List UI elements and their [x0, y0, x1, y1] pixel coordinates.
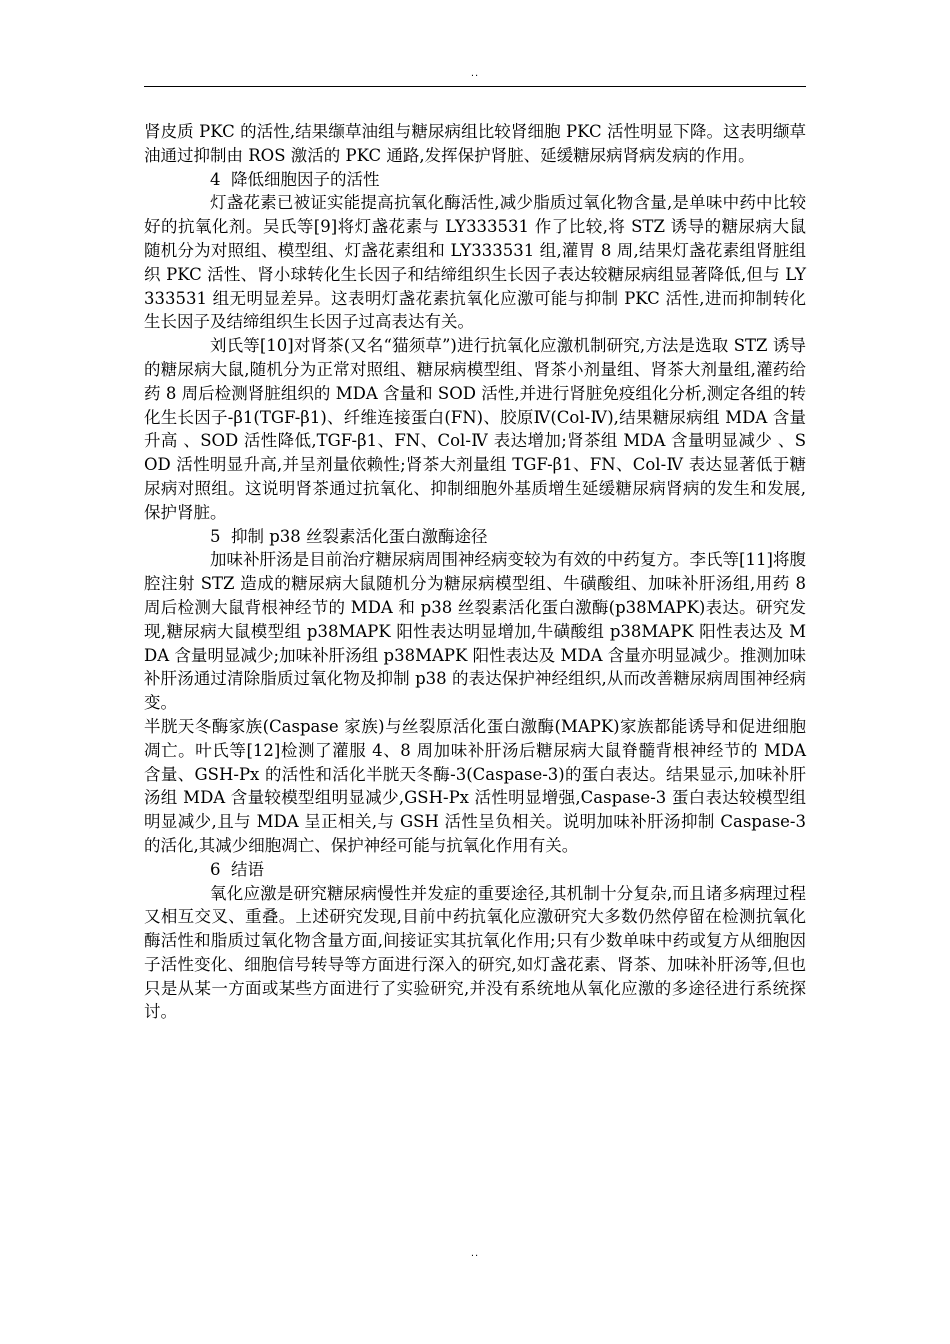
paragraph-kidney-tea: 刘氏等[10]对肾茶(又名“猫须草”)进行抗氧化应激机制研究,方法是选取 STZ 诱导的糖尿病大鼠,随机分为正常对照组、糖尿病模型组、肾茶小剂量组、肾茶大剂量组,灌药给药 8 周后检测肾脏组织的 MDA 含量和 SOD 活性,并进行肾脏免疫组化分析,测定各组的转化生长因子-β1(TGF-β1)、纤维连接蛋白(FN)、胶原Ⅳ(Col-Ⅳ),结果糖尿病组 MDA 含量升高 、SOD 活性降低,TGF-β1、FN、Col-Ⅳ 表达增加;肾茶组 MDA 含量明显减少 、SOD 活性明显升高,并呈剂量依赖性;肾茶大剂量组 TGF-β1、FN、Col-Ⅳ 表达显著低于糖尿病对照组。这说明肾茶通过抗氧化、抑制细胞外基质增生延缓糖尿病肾病的发生和发展,保护肾脏。: [144, 336, 806, 522]
document-body: [144, 120, 806, 1024]
section-heading-5: 5 抑制 p38 丝裂素活化蛋白激酶途径: [210, 526, 488, 546]
header-rule: [144, 86, 806, 87]
footer-mark: ..: [470, 1248, 480, 1259]
section-heading-4: 4 降低细胞因子的活性: [210, 169, 380, 189]
paragraph-breviscapine: 灯盏花素已被证实能提高抗氧化酶活性,减少脂质过氧化物含量,是单味中药中比较好的抗氧化剂。吴氏等[9]将灯盏花素与 LY333531 作了比较,将 STZ 诱导的糖尿病大鼠随机分为对照组、模型组、灯盏花素组和 LY333531 组,灌胃 8 周,结果灯盏花素组肾脏组织 PKC 活性、肾小球转化生长因子和结缔组织生长因子表达较糖尿病组显著降低,但与 LY333531 组无明显差异。这表明灯盏花素抗氧化应激可能与抑制 PKC 活性,进而抑制转化生长因子及结缔组织生长因子过高表达有关。: [144, 193, 806, 332]
paragraph-conclusion: 氧化应激是研究糖尿病慢性并发症的重要途径,其机制十分复杂,而且诸多病理过程又相互交叉、重叠。上述研究发现,目前中药抗氧化应激研究大多数仍然停留在检测抗氧化酶活性和脂质过氧化物含量方面,间接证实其抗氧化作用;只有少数单味中药或复方从细胞因子活性变化、细胞信号转导等方面进行深入的研究,如灯盏花素、肾茶、加味补肝汤等,但也只是从某一方面或某些方面进行了实验研究,并没有系统地从氧化应激的多途径进行系统探讨。: [144, 883, 806, 1022]
paragraph-pkc-continuation: 肾皮质 PKC 的活性,结果缬草油组与糖尿病组比较肾细胞 PKC 活性明显下降。这表明缬草油通过抑制由 ROS 激活的 PKC 通路,发挥保护肾脏、延缓糖尿病肾病发病的作用。: [144, 122, 806, 165]
paragraph-caspase: 半胱天冬酶家族(Caspase 家族)与丝裂原活化蛋白激酶(MAPK)家族都能诱导和促进细胞凋亡。叶氏等[12]检测了灌服 4、8 周加味补肝汤后糖尿病大鼠脊髓背根神经节的 MDA 含量、GSH-Px 的活性和活化半胱天冬酶-3(Caspase-3)的蛋白表达。结果显示,加味补肝汤组 MDA 含量较模型组明显减少,GSH-Px 活性明显增强,Caspase-3 蛋白表达较模型组明显减少,且与 MDA 呈正相关,与 GSH 活性呈负相关。说明加味补肝汤抑制 Caspase-3 的活化,其减少细胞凋亡、保护神经可能与抗氧化作用有关。: [144, 716, 806, 855]
paragraph-jiawei-bugan-decoction: 加味补肝汤是目前治疗糖尿病周围神经病变较为有效的中药复方。李氏等[11]将腹腔注射 STZ 造成的糖尿病大鼠随机分为糖尿病模型组、牛磺酸组、加味补肝汤组,用药 8 周后检测大鼠背根神经节的 MDA 和 p38 丝裂素活化蛋白激酶(p38MAPK)表达。研究发现,糖尿病大鼠模型组 p38MAPK 阳性表达明显增加,牛磺酸组 p38MAPK 阳性表达及 MDA 含量明显减少;加味补肝汤组 p38MAPK 阳性表达及 MDA 含量亦明显减少。推测加味补肝汤通过清除脂质过氧化物及抑制 p38 的表达保护神经组织,从而改善糖尿病周围神经病变。: [144, 550, 807, 713]
header-mark: ..: [470, 68, 480, 79]
section-heading-6: 6 结语: [210, 859, 264, 879]
